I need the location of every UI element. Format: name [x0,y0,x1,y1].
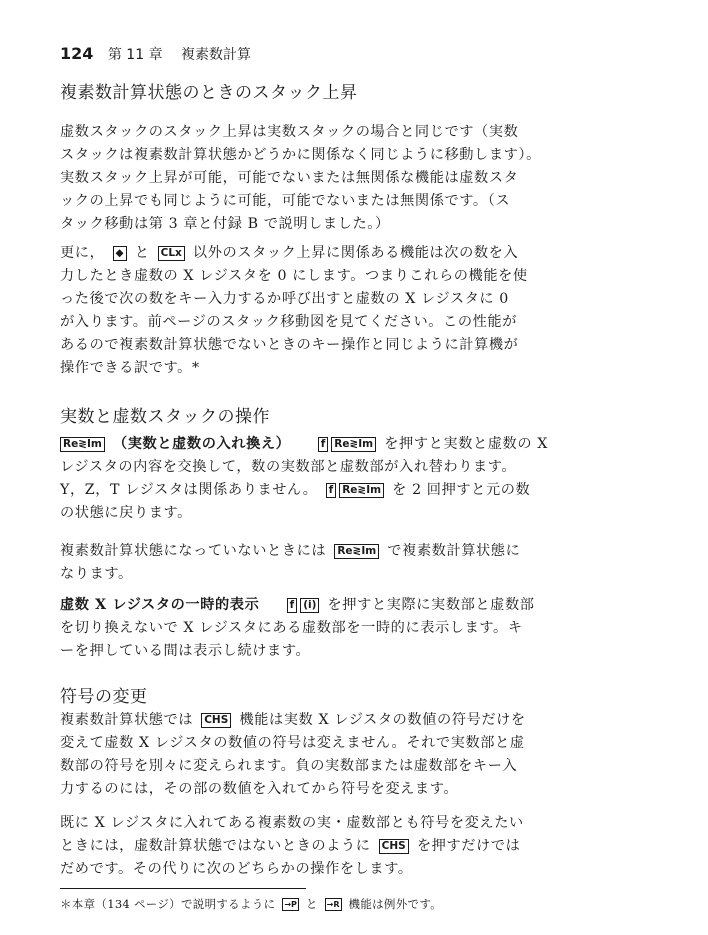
text-line: 虚数スタックのスタック上昇は実数スタックの場合と同じです（実数 [60,124,519,140]
text-line: ックの上昇でも同じように可能，可能でないまたは無関係です。（ス [60,193,511,209]
text-line: スタックは複素数計算状態かどうかに関係なく同じように移動します）。 [60,147,541,163]
text-line: 力するのには，その部の数値を入れてから符号を変えます。 [60,781,459,797]
text-line: Y，Z，T レジスタは関係ありません。 f Re≷Im を 2 回押すと元の数 [60,482,531,498]
text-line: を切り換えないで X レジスタにある虚数部を一時的に表示します。キ [60,620,523,636]
f-key-icon: f [287,598,298,613]
to-polar-key-icon: →P [284,900,297,909]
reim-key-icon: Re≷Im [60,437,105,452]
chapter-title: 複素数計算 [181,47,252,63]
f-key-icon: f [326,483,337,498]
text-line: だめです。その代りに次のどちらかの操作をします。 [60,861,413,877]
text-line: 数部の符号を別々に変えられます。負の実数部または虚数部をキー入 [60,758,518,774]
text-line: なります。 [60,566,133,582]
chapter-number: 第 11 章 [107,47,163,63]
paragraph-stack-lift-2 [60,242,620,380]
text-line: った後で次の数をキー入力するか呼び出すと虚数の X レジスタに 0 [60,291,509,307]
reim-key-icon: Re≷Im [331,437,376,452]
reim-key-icon: Re≷Im [339,483,384,498]
text-line: 複素数計算状態になっていないときには Re≷Im で複素数計算状態に [60,543,521,559]
footnote-divider [60,888,306,889]
text-line: 力したとき虚数の X レジスタを 0 にします。つまりこれらの機能を使 [60,268,528,284]
text-line: 変えて虚数 X レジスタの数値の符号は変えません。それで実数部と虚 [60,735,525,751]
reim-key-icon: Re≷Im [334,544,379,559]
text-line: ーを押している間は表示し続けます。 [60,643,311,659]
text-line: 既に X レジスタに入れてある複素数の実・虚数部とも符号を変えたい [60,815,524,831]
paragraph-complex-mode [60,540,620,586]
to-rectangular-key-icon: →R [326,900,340,909]
backspace-key-icon: ◆ [113,246,127,261]
footnote: ＊本章（134 ページ）で説明するように →P と →R 機能は例外です。 [60,897,442,911]
paragraph-reim-exchange [60,433,620,525]
f-key-icon: f [318,437,329,452]
paragraph-temporary-display [60,594,620,663]
i-key-icon: (i) [300,598,319,613]
text-line: が入ります。前ページのスタック移動図を見てください。この性能が [60,314,517,330]
text-line: あるので複素数計算状態でないときのキー操作と同じように計算機が [60,337,519,353]
text-line: Re≷Im （実数と虚数の入れ換え） f Re≷Im を押すと実数と虚数の X [60,433,620,456]
text-line: ときには，虚数計算状態ではないときのように CHS を押すだけでは [60,838,521,854]
text-line: の状態に戻ります。 [60,505,192,521]
page-number: 124 [60,44,94,63]
paragraph-chs-2 [60,812,620,881]
section-heading-sign-change: 符号の変更 [60,687,148,707]
text-line: 更に， ◆ と CLx 以外のスタック上昇に関係ある機能は次の数を入 [60,245,519,261]
chs-key-icon: CHS [201,713,231,728]
text-line: 実数スタック上昇が可能，可能でないまたは無関係な機能は虚数スタ [60,170,519,186]
chs-key-icon: CHS [379,839,409,854]
paragraph-chs-1 [60,709,620,801]
clx-key-icon: CLx [158,246,185,261]
text-line: 虚数 X レジスタの一時的表示 f (i) を押すと実際に実数部と虚数部 [60,597,535,613]
text-line: 複素数計算状態では CHS 機能は実数 X レジスタの数値の符号だけを [60,712,526,728]
section-heading-stack-operation: 実数と虚数スタックの操作 [60,407,270,427]
text-line: 操作できる訳です。* [60,360,200,376]
text-line: レジスタの内容を交換して，数の実数部と虚数部が入れ替わります。 [60,459,517,475]
paragraph-stack-lift-1 [60,121,620,236]
text-line: タック移動は第 3 章と付録 B で説明しました。） [60,216,390,232]
section-heading-stack-lift: 複素数計算状態のときのスタック上昇 [60,83,358,103]
running-header [60,44,251,64]
